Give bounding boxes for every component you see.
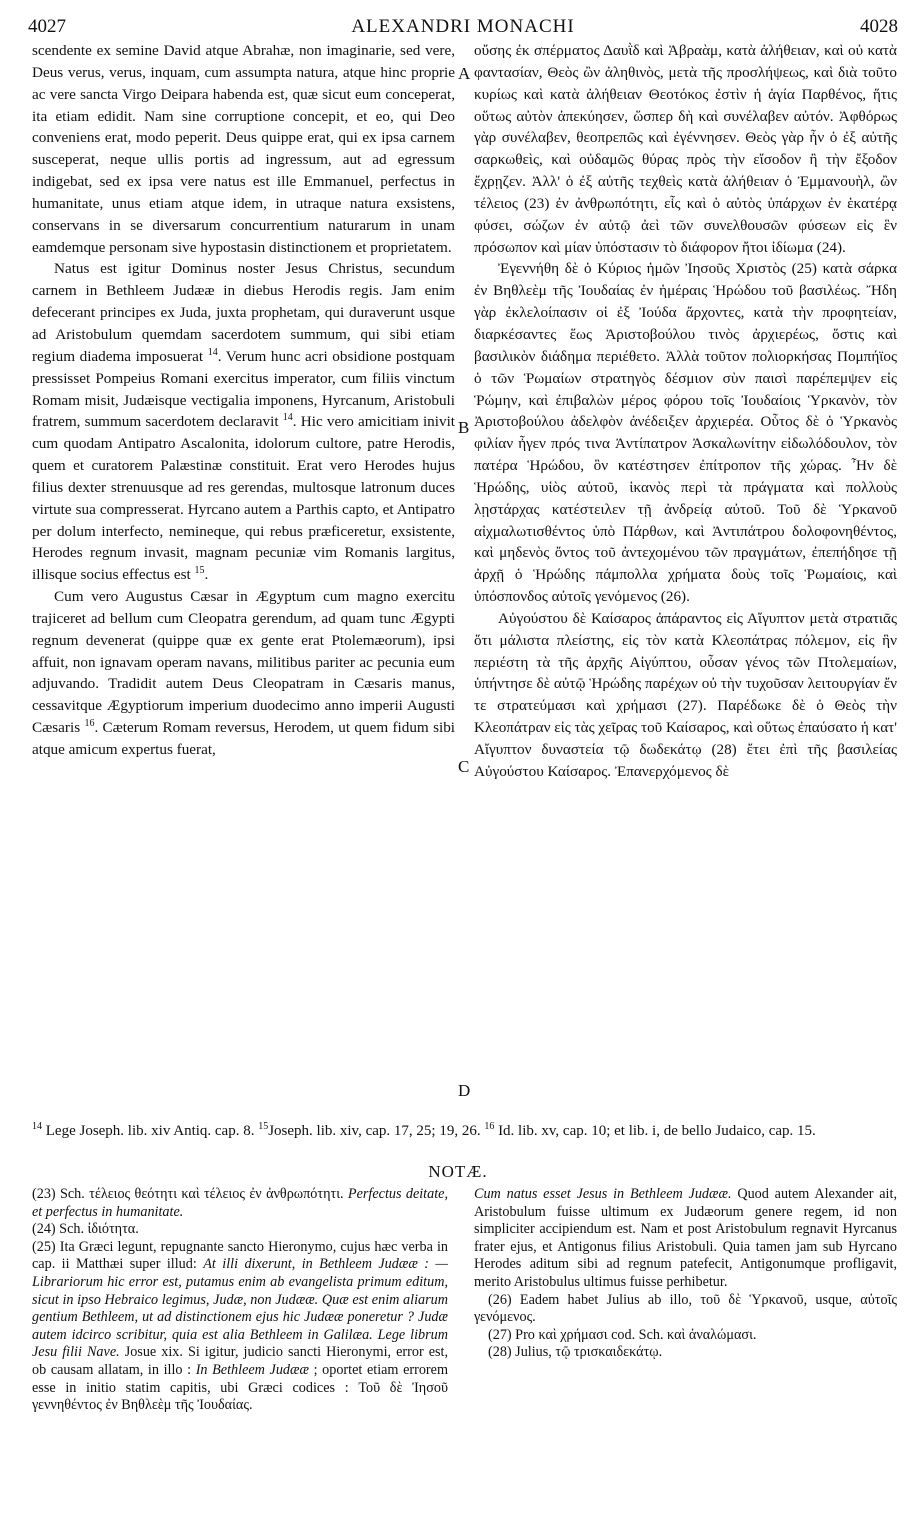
greek-paragraph-1: οὔσης ἐκ σπέρματος Δαυῒδ καὶ Ἀβραὰμ, κατὰ ἀλήθειαν, καὶ οὐ κατὰ φαντασίαν, Θεὸς ὢν ἀληθινὸς, μετὰ τῆς προσλήψεως, καὶ διὰ τοῦτο κυρίως καὶ κατὰ ἀλήθειαν Θεοτόκος ἐστὶν ἡ ἁγία Παρθένος, ἥτις οὕτως αὐτὸν ἀπεκύησεν, ὥσπερ δὴ καὶ συνέλαβεν αὐτόν. Ἀφθόρως γὰρ συνέλαβεν, θεοπρεπῶς καὶ ἐγέννησεν. Θεὸς γὰρ ἦν ὁ ἐξ αὐτῆς σαρκωθεὶς, καὶ οὐδαμῶς θύρας πρὸς τὴν εἴσοδον ἢ τὴν ἔξοδον ἔχρῃζεν. Ἀλλ' ὁ ἐξ αὐτῆς τεχθεὶς κατὰ ἀλήθειαν ὁ Ἐμμανουὴλ, ὢν τέλειος (23) ἐν ἀνθρωπότητι, εἷς καὶ ὁ αὐτὸς ὑπάρχων ἐν ἑκατέρᾳ φύσει, σώζων ἐν αὐτῷ ἀεὶ τῶν συνελθουσῶν φύσεων εἰς ἓν πρόσωπον καὶ μίαν ὑπόστασιν τὸ διάφορον ἤτοι ἰδίωμα (24).	[474, 42, 897, 256]
right-column-number: 4028	[860, 16, 898, 37]
note-23	[32, 1186, 448, 1221]
note-25	[32, 1239, 448, 1415]
footnote-text: Lege Joseph. lib. xiv Antiq. cap. 8.	[42, 1123, 259, 1139]
footnote-ref-14: 14	[207, 346, 218, 358]
note-27: (27) Pro καὶ χρήμασι cod. Sch. καὶ ἀναλώμασι.	[488, 1326, 757, 1343]
note-text: Josue xix. Si igitur, judicio sancti Hieronymi, error est, ob causam allatam, in illo :	[32, 1344, 448, 1378]
latin-paragraph-1: scendente ex semine David atque Abrahæ, non imaginarie, sed vere, Deus verus, verus, inquam, cum assumpta natura, atque hinc proprie ac vere sancta Virgo Deipara habenda est, quæ sicut eum conceperat, ita etiam edidit. Nam sine corruptione concepit, et eo, qui Deo conveniens erat, modo peperit. Deus quippe erat, qui ex ipsa carnem susceperat, neque ullis portis ad ingressum, aut ad egressum indigebat, sed ex ipsa vere natus est ille Emmanuel, perfectus in humanitate, unus etiam atque idem, in utraque natura exsistens, conservans in se diversarum concurrentium naturarum in unam eamdemque personam sive hypostasin distinctionem et proprietatem.	[32, 42, 455, 256]
notes-left-column	[32, 1186, 448, 1415]
margin-marker-b: B	[458, 418, 470, 437]
latin-paragraph-2	[32, 258, 455, 586]
margin-marker-c: C	[458, 757, 470, 776]
note-text: (23) Sch. τέλειος θεότητι καὶ τέλειος ἐν ἀνθρωπότητι.	[32, 1186, 348, 1202]
notes-heading: NOTÆ.	[428, 1162, 488, 1181]
margin-marker-d: D	[458, 1081, 471, 1100]
footnote-ref-15: 15	[194, 565, 205, 577]
running-title: ALEXANDRI MONACHI	[351, 16, 575, 37]
footnote-text: Joseph. lib. xiv, cap. 17, 25; 19, 26.	[268, 1123, 485, 1139]
latin-text: Cum vero Augustus Cæsar in Ægyptum cum magno exercitu trajiceret ad bellum cum Cleopatra gerendum, ad quam tunc Ægypti regnum devenerat (quippe quæ ex gente erat Ptolemæorum), ipsi affuit, non ignavam operam navans, militibus pariter ac pecunia eum adjuvando. Tradidit autem Deus Cleopatram in Cæsaris manus, cessavitque Ægyptiorum imperium duodecimo anno imperii Augusti Cæsaris	[32, 588, 455, 737]
footnote-ref-14: 14	[282, 412, 293, 424]
note-text-italic: In Bethleem Judææ	[195, 1361, 309, 1378]
greek-paragraph-3: Αὐγούστου δὲ Καίσαρος ἀπάραντος εἰς Αἴγυπτον μετὰ στρατιᾶς ὅτι μάλιστα πλείστης, εἰς τὸν κατὰ Κλεοπάτρας πόλεμον, εἰς ἣν περιέστη τὰ τῆς ἀρχῆς Αἰγύπτου, οὖσαν γένος τῶν Πτολεμαίων, ὑπήντησε δὲ αὐτῷ Ἡρώδης παρέχων οὐ τὴν τυχοῦσαν λειτουργίαν ἔν τε στρατεύμασι καὶ χρήμασι (27). Παρέδωκε δὲ ὁ Θεὸς τὴν Κλεοπάτραν εἰς τὰς χεῖρας τοῦ Καίσαρος, καὶ οὕτως ἐπαύσατο ἡ κατ' Αἴγυπτον δυναστεία τῷ δωδεκάτῳ (28) ἔτει ἐπὶ τῆς βασιλείας Αὐγούστου Καίσαρος. Ἐπανερχόμενος δὲ	[474, 609, 897, 780]
footnote-number: 16	[484, 1121, 495, 1132]
greek-paragraph-2: Ἐγεννήθη δὲ ὁ Κύριος ἡμῶν Ἰησοῦς Χριστὸς (25) κατὰ σάρκα ἐν Βηθλεὲμ τῆς Ἰουδαίας ἐν ἡμέραις Ἡρώδου τοῦ βασιλέως. Ἤδη γὰρ ἐκλελοίπασιν οἱ ἐξ Ἰούδα ἄρχοντες, κατὰ τὴν προφητείαν, διαρκέσαντες ἕως Ἀριστοβούλου τινὸς ἀρχιερέως, ὅστις καὶ βασιλικὸν διάδημα περιέθετο. Ἀλλὰ τοῦτον πολιορκήσας Πομπήϊος ὁ τῶν Ῥωμαίων στρατηγὸς δέσμιον σὺν παισὶ παρέπεμψεν εἰς Ῥώμην, καὶ ἐπιβαλὼν μέρος φόρου τοῖς Ἰουδαίοις Ὑρκανὸν, τὸν Ἀριστοβούλου ἀδελφὸν ἀνέδειξεν ἀρχιερέα. Οὗτος δὲ ὁ Ὑρκανὸς φιλίαν ἦγεν πρός τινα Ἀντίπατρον Ἀσκαλωνίτην εἰδωλόδουλον, τὸν πατέρα Ἡρώδου, ὃν κατέστησεν ἐπίτροπον τῆς χώρας. Ἦν δὲ Ἡρώδης, υἱὸς αὐτοῦ, ἱκανὸς περὶ τὰ πράγματα καὶ πολλοὺς λῃστάρχας κατέστειλεν τῇ ἀνδρείᾳ αὐτοῦ. Τοῦ δὲ Ὑρκανοῦ αἰχμαλωτισθέντος ὑπὸ Πάρθων, καὶ Ἀντιπάτρου δολοφονηθέντος, καὶ μηδενὸς ὄντος τοῦ ἀντεχομένου τῶν πραγμάτων, ἐπεπήδησε τῇ ἀρχῇ ὁ Ἡρώδης πάμπολλα χρήματα δοὺς τοῖς Ῥωμαίοις, καὶ ὑπόσπονδος αὐτοῖς γενόμενος (26).	[474, 260, 897, 606]
note-text-italic: Perfectus deitate, et perfectus in humanitate.	[32, 1186, 448, 1220]
footnote-text: Id. lib. xv, cap. 10; et lib. i, de bello Judaico, cap. 15.	[494, 1123, 816, 1139]
latin-text: . Hic vero amicitiam inivit cum quodam Antipatro Ascalonita, idolorum cultore, patre Herodis, quem et curatorem Palæstinæ constituit. Erat vero Herodes hujus filius dexter strenuusque ad res gerendas, multosque latronum duces virtute sua compresserat. Hyrcano autem a Parthis capto, et Antipatro per dolum interfecto, nemineque, qui rebus præficeretur, exsistente, Herodes regnum invasit, magnam pecuniæ vim Romanis largitus, illisque socius effectus est	[32, 413, 456, 584]
note-text: ; oportet etiam errorem esse in initio statim capitis, ubi Græci codices : Τοῦ δὲ Ἰησοῦ γεννηθέντος ἐν Βηθλεὲμ τῆς Ἰουδαίας.	[32, 1361, 448, 1414]
footnotes	[32, 1121, 898, 1141]
note-24: (24) Sch. ἰδιότητα.	[32, 1221, 139, 1238]
note-text: (25) Ita Græci legunt, repugnante sancto Hieronymo, cujus hæc verba in cap. ii Matthæi super illud:	[32, 1238, 448, 1273]
note-28: (28) Julius, τῷ τρισκαιδεκάτῳ.	[488, 1344, 663, 1361]
latin-text: . Verum hunc acri obsidione postquam pressisset Pompeius Romani exercitus imperator, cum filiis vinctum Romam misit, Judæisque vectigalia imponens, Hyrcanum, Aristobuli fratrem, summum sacerdotem declaravit	[32, 347, 455, 431]
latin-text: .	[204, 566, 209, 584]
footnote-number: 14	[32, 1121, 42, 1132]
latin-text: Natus est igitur Dominus noster Jesus Christus, secundum carnem in Bethleem Judææ in diebus Herodis regis. Jam enim defecerant principes ex Juda, juxta prophetam, qui duraverunt usque ad Aristobulum quemdam sacerdotem summum, qui sibi etiam regium diadema imposuerat	[32, 260, 455, 365]
note-25-continued	[474, 1186, 897, 1292]
note-26: (26) Eadem habet Julius ab illo, τοῦ δὲ Ὑρκανοῦ, usque, αὐτοῖς γενόμενος.	[474, 1291, 897, 1326]
latin-column	[32, 40, 455, 761]
latin-paragraph-3	[32, 586, 455, 761]
note-text: Quod autem Alexander ait, Aristobulum fuisse ultimum ex Judæorum genere regem, id non simpliciter accipiendum est. Nam et post Aristobulum regnavit Hyrcanus frater ejus, et Antigonus filius Aristobuli. Quia tamen jam sub Hyrcano Herodes aditum sibi ad regnum patefecit, Antigonumque profligavit, merito Aristobulus ultimus fuisse perhibetur.	[474, 1186, 897, 1290]
left-column-number: 4027	[28, 16, 66, 37]
footnote-ref-16: 16	[84, 718, 95, 730]
note-text-italic: At illi dixerunt, in Bethleem Judææ : — Librariorum hic error est, putamus enim ab evangelista primum editum, sicut in ipso Hebraico legimus, Judæ, non Judææ. Quæ est enim aliarum gentium Bethleem, ut ad distinctionem ejus hic Judææ poneretur ? Judæ autem idcirco scribitur, quia est alia Bethleem in Galilæa. Lege librum Jesu filii Nave.	[32, 1256, 448, 1361]
greek-column	[474, 40, 897, 783]
notes-right-column	[474, 1186, 897, 1362]
margin-marker-a: A	[458, 64, 471, 83]
footnote-number: 15	[258, 1121, 269, 1132]
latin-text: . Cæterum Romam reversus, Herodem, ut quem fidum sibi atque amicum expertus fuerat,	[32, 719, 456, 758]
note-text-italic: Cum natus esset Jesus in Bethleem Judææ.	[474, 1186, 732, 1202]
